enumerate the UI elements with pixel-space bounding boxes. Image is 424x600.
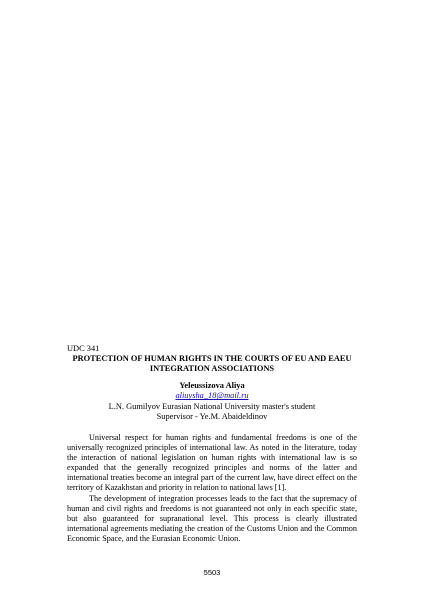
author-supervisor: Supervisor - Ye.M. Abaideldinov [156,412,268,422]
article-body [67,433,357,544]
article-title-line-1: PROTECTION OF HUMAN RIGHTS IN THE COURTS OF EU AND EAEU [72,354,352,363]
author-block [67,381,357,423]
article-title [67,354,357,374]
body-paragraph-2: The development of integration processes leads to the fact that the supremacy of human and civil rights and freedoms is not guaranteed not only in each specific state, but also guaranteed for supranational level. This process is clearly illustrated international agreements mediating the creation of the Customs Union and the Common Economic Space, and the Eurasian Economic Union. [67,493,357,543]
page-number: 5503 [203,568,221,577]
body-paragraph-1: Universal respect for human rights and fundamental freedoms is one of the universally recognized principles of international law. As noted in the literature, today the interaction of national legislation on human rights with international law is so expanded that the generally recognized principles and norms of the latter and international treaties become an integral part of the current law, have direct effect on the territory of Kazakhstan and priority in relation to national laws [1]. [67,433,357,493]
author-email-link[interactable]: aliuysha_18@mail.ru [175,391,249,401]
author-name: Yeleussizova Aliya [179,381,245,390]
author-affiliation: L.N. Gumilyov Eurasian National University master's student [108,401,316,411]
udc-code: UDC 341 [67,344,100,353]
article-title-line-2: INTEGRATION ASSOCIATIONS [149,364,275,373]
